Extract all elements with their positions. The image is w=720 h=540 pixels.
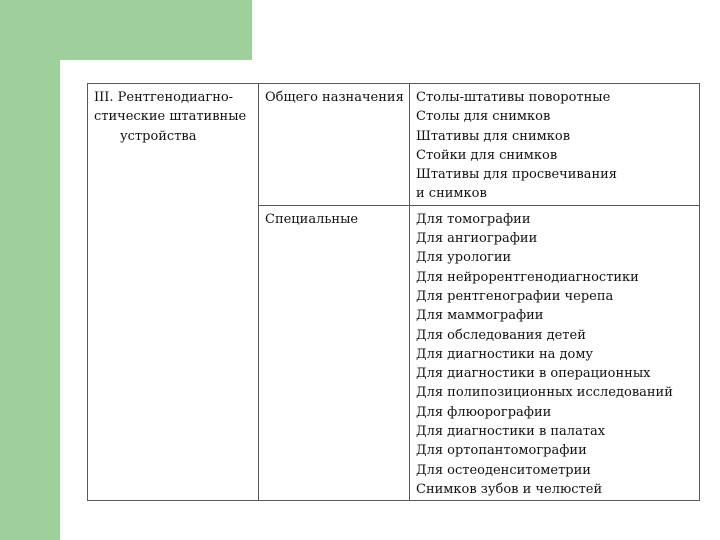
group-name-cell <box>259 84 410 206</box>
section-line: устройства <box>120 128 197 144</box>
list-item: Штативы для просвечивания <box>416 167 617 183</box>
section-cell <box>88 84 259 501</box>
group-name: Специальные <box>265 211 359 227</box>
classification-table <box>87 83 700 501</box>
list-item: Для рентгенографии черепа <box>416 288 614 304</box>
decor-green-left <box>0 0 60 540</box>
list-item: Столы для снимков <box>416 109 551 125</box>
table-row <box>88 84 700 206</box>
list-item: Для томографии <box>416 211 531 227</box>
list-item: Для остеоденситометрии <box>416 462 591 478</box>
group-items-cell <box>410 205 700 500</box>
list-item: Для диагностики в палатах <box>416 424 606 440</box>
group-items-cell <box>410 84 700 206</box>
list-item: Для маммографии <box>416 308 544 324</box>
section-line: III. Рентгенодиагно- <box>94 90 234 105</box>
group-name-cell <box>259 205 410 500</box>
list-item: Для диагностики на дому <box>416 346 594 362</box>
list-item: Для полипозиционных исследований <box>416 385 673 401</box>
list-item: Для ортопантомографии <box>416 443 587 459</box>
list-item: Для флюорографии <box>416 404 552 420</box>
list-item: Для ангиографии <box>416 231 538 247</box>
list-item: Стойки для снимков <box>416 147 558 163</box>
group-name: Общего назначения <box>265 90 404 105</box>
list-item: Для обследования детей <box>416 327 586 343</box>
list-item: Для диагностики в операционных <box>416 366 651 382</box>
list-item: и снимков <box>416 186 487 202</box>
list-item: Штативы для снимков <box>416 128 571 144</box>
list-item: Снимков зубов и челюстей <box>416 481 603 497</box>
list-item: Столы-штативы поворотные <box>416 90 611 105</box>
list-item: Для урологии <box>416 250 512 266</box>
list-item: Для нейрорентгенодиагностики <box>416 269 639 285</box>
section-line: стические штативные <box>94 109 247 125</box>
